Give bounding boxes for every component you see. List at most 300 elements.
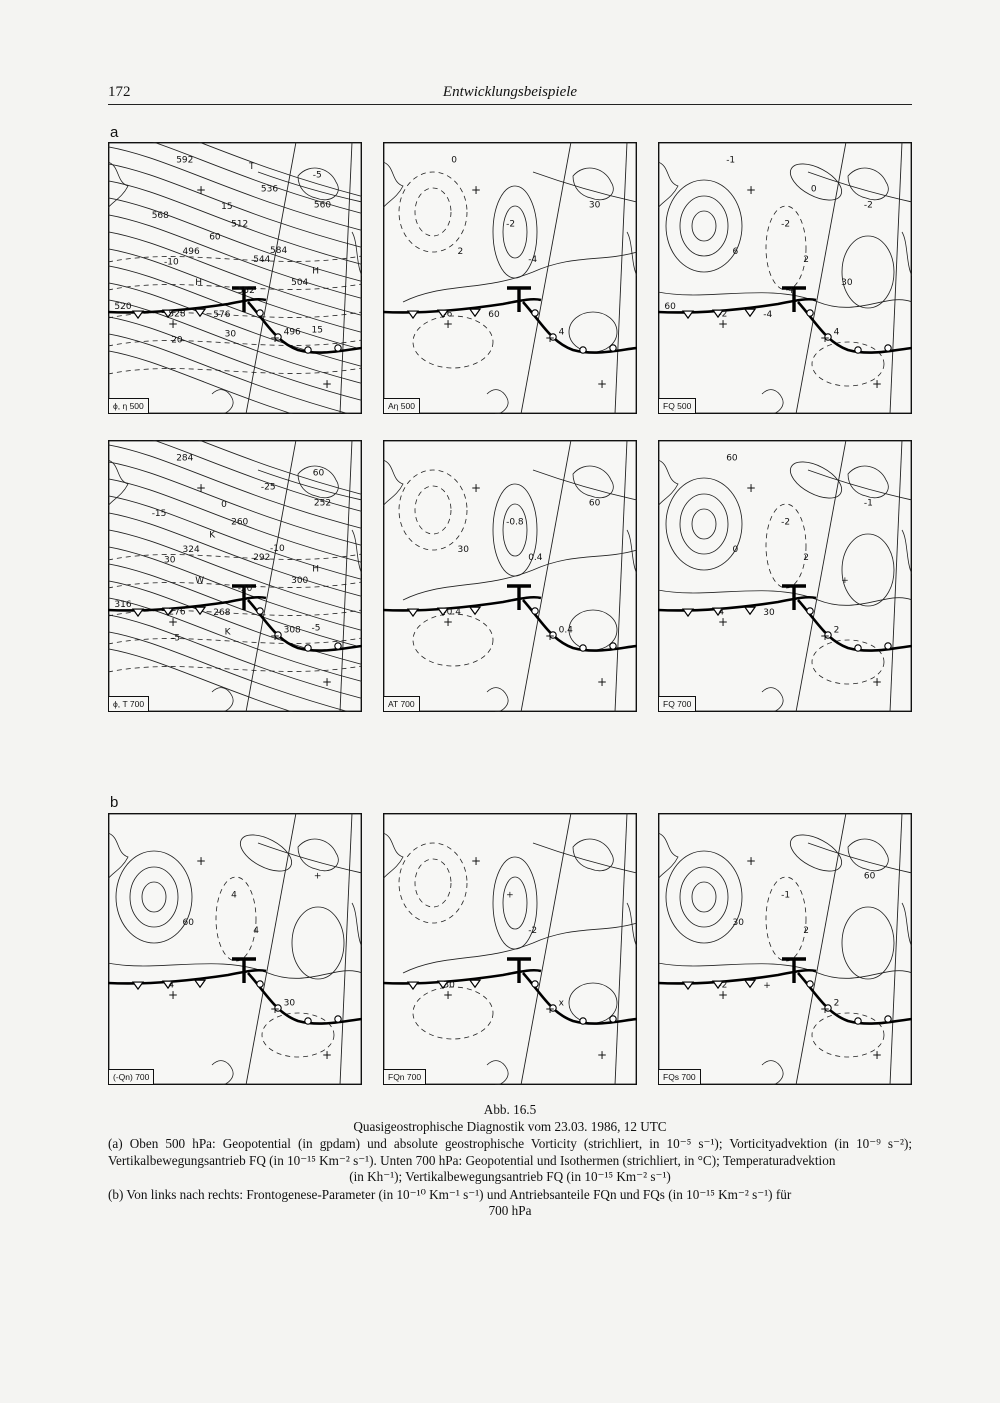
contour-value-label: W: [195, 575, 205, 586]
plus-marker: +: [168, 317, 179, 331]
warm-front-semicircle: [257, 310, 263, 316]
panel-label: ϕ, η 500: [108, 398, 149, 414]
contour-value-label: -10: [270, 543, 285, 554]
geopotential-vorticity-500-map: [108, 142, 362, 414]
map-panel-geopotential-temperature-700: [108, 440, 362, 712]
warm-front-semicircle: [807, 608, 813, 614]
cold-front: [383, 299, 541, 312]
contour-value-label: 2: [833, 625, 840, 636]
contour-value-label: 2: [833, 998, 840, 1009]
geopotential-isoline: [108, 231, 362, 317]
contour-value-label: 60: [209, 232, 221, 243]
plus-marker: +: [746, 481, 757, 495]
solid-contour: [666, 478, 742, 570]
contour-value-label: +: [313, 871, 322, 882]
contour-value-label: 4: [833, 327, 840, 338]
plus-marker: +: [322, 675, 333, 689]
contour-value-label: 504: [291, 278, 309, 289]
contour-value-label: 20: [171, 335, 183, 346]
contour-value-label: 30: [443, 980, 455, 991]
vorticity-advection-500-map: [383, 142, 637, 414]
warm-front-semicircle: [305, 645, 311, 651]
dashed-contour: [415, 486, 451, 534]
warm-front-semicircle: [610, 643, 616, 649]
contour-value-label: 552: [237, 286, 255, 297]
warm-front-semicircle: [580, 1018, 586, 1024]
meridian-line: [890, 813, 902, 1085]
warm-front-semicircle: [885, 345, 891, 351]
contour-value-label: K: [209, 530, 216, 541]
contour-value-label: T: [249, 161, 255, 172]
cold-front: [658, 970, 816, 983]
map-panel-fq-500: [658, 142, 912, 414]
caption-part-a-continued: (in Kh⁻¹); Vertikalbewegungsantrieb FQ (in 10⁻¹⁵ Km⁻² s⁻¹): [349, 1169, 671, 1184]
solid-contour: [292, 907, 344, 979]
cold-front-triangle: [408, 982, 418, 989]
solid-contour: [142, 882, 166, 912]
contour-value-label: 0.4: [558, 625, 573, 636]
plus-marker: +: [597, 377, 608, 391]
cold-front-triangle: [470, 980, 480, 987]
contour-value-label: 536: [260, 184, 279, 195]
warm-front-semicircle: [305, 347, 311, 353]
contour-value-label: 30: [588, 200, 601, 211]
contour-value-label: 30: [841, 278, 853, 289]
contour-value-label: 300: [291, 576, 309, 587]
cold-front-triangle: [195, 309, 205, 316]
coastline: [212, 390, 233, 414]
warm-front-semicircle: [885, 643, 891, 649]
panel-label: FQ 500: [658, 398, 696, 414]
solid-contour: [503, 206, 527, 258]
contour-value-label: 30: [732, 918, 744, 928]
warm-front-semicircle: [305, 1018, 311, 1024]
contour-value-label: 324: [182, 545, 200, 555]
meridian-line: [340, 813, 352, 1085]
contour-value-label: 4: [718, 607, 725, 618]
coastline: [487, 390, 508, 414]
contour-value-label: 520: [114, 301, 132, 312]
meridian-line: [521, 440, 571, 712]
panel-frame: [384, 441, 637, 712]
solid-contour: [680, 494, 728, 554]
contour-value-label: 2: [803, 926, 809, 936]
page-header: [108, 84, 912, 105]
coastline: [902, 232, 912, 276]
solid-contour: [680, 867, 728, 927]
geopotential-isoline: [108, 245, 362, 334]
contour-value-label: 592: [176, 155, 194, 166]
contour-value-label: 4: [253, 926, 259, 936]
geopotential-isoline: [108, 580, 362, 666]
geopotential-isoline: [108, 529, 362, 615]
geopotential-temperature-700-map: [108, 440, 362, 712]
latitude-line: [533, 172, 637, 202]
cold-front-triangle: [745, 309, 755, 316]
panel-frame: [659, 143, 912, 414]
cold-front: [658, 597, 816, 610]
contour-value-label: -20: [237, 584, 253, 595]
contour-value-label: 0: [221, 499, 227, 510]
map-panel-vorticity-advection-500: [383, 142, 637, 414]
meridian-line: [615, 142, 627, 414]
plus-marker: +: [718, 615, 729, 629]
plus-marker: +: [270, 1002, 281, 1016]
latitude-line: [808, 470, 912, 500]
fq-700-map: [658, 440, 912, 712]
coastline: [352, 530, 362, 574]
meridian-line: [615, 813, 627, 1085]
contour-value-label: 260: [231, 517, 249, 528]
plus-marker: +: [872, 1048, 883, 1062]
frontogenesis-700-map: [108, 813, 362, 1085]
map-panel-fq-700: [658, 440, 912, 712]
coastline: [658, 162, 678, 208]
warm-front-semicircle: [532, 981, 538, 987]
cold-front-triangle: [408, 609, 418, 616]
contour-value-label: 15: [311, 325, 323, 336]
coastline: [212, 1061, 233, 1085]
warm-front-semicircle: [855, 347, 861, 353]
contour-value-label: 0.4: [528, 553, 543, 563]
contour-value-label: -5: [311, 623, 321, 634]
contour-value-label: -4: [528, 255, 538, 265]
contour-value-label: 0: [810, 184, 817, 195]
cold-front: [658, 299, 816, 312]
contour-value-label: 0: [451, 155, 457, 166]
contour-value-label: 30: [164, 555, 176, 566]
contour-value-label: +: [841, 576, 849, 587]
cold-front-triangle: [470, 607, 480, 614]
plus-marker: +: [443, 317, 454, 331]
contour-value-label: 284: [176, 453, 194, 464]
coastline: [902, 903, 912, 947]
contour-value-label: -1: [726, 155, 736, 166]
contour-value-label: x: [558, 998, 564, 1009]
solid-contour: [666, 180, 742, 272]
contour-value-label: 30: [224, 329, 237, 340]
warm-front-semicircle: [257, 608, 263, 614]
cold-front-triangle: [133, 609, 143, 616]
dashed-contour: [399, 470, 467, 550]
warm-front-semicircle: [807, 310, 813, 316]
coastline: [658, 833, 678, 879]
caption-part-b: (b) Von links nach rechts: Frontogenese-Parameter (in 10⁻¹⁰ Km⁻¹ s⁻¹) und Antriebsanteile FQn und FQs (in 10⁻¹⁵ Km⁻² s⁻¹) für: [108, 1186, 792, 1202]
contour-value-label: 2: [803, 553, 809, 563]
contour-value-label: -4: [763, 309, 773, 320]
contour-value-label: -2: [718, 309, 728, 320]
coastline: [902, 530, 912, 574]
contour-value-label: 4: [558, 327, 565, 338]
contour-value-label: -25: [260, 482, 276, 493]
warm-front-semicircle: [885, 1016, 891, 1022]
fqs-700-map: [658, 813, 912, 1085]
solid-contour: [116, 851, 192, 943]
plus-marker: +: [443, 988, 454, 1002]
contour-value-label: -5: [171, 633, 181, 644]
plus-marker: +: [872, 377, 883, 391]
map-panel-temperature-advection-700: [383, 440, 637, 712]
caption-part-b-continued: 700 hPa: [488, 1203, 532, 1218]
warm-front-semicircle: [532, 310, 538, 316]
solid-contour: [666, 851, 742, 943]
contour-value-label: 15: [221, 201, 233, 212]
solid-contour: [785, 454, 848, 505]
page-number: 172: [108, 84, 131, 100]
panel-frame: [659, 441, 912, 712]
contour-value-label: 528: [168, 309, 186, 320]
panel-label: AT 700: [383, 696, 420, 712]
warm-front-semicircle: [855, 1018, 861, 1024]
panel-label: FQ 700: [658, 696, 696, 712]
meridian-line: [521, 142, 571, 414]
cold-front-triangle: [195, 607, 205, 614]
solid-contour: [692, 882, 716, 912]
warm-front-semicircle: [610, 345, 616, 351]
cold-front-triangle: [408, 311, 418, 318]
contour-value-label: 496: [182, 247, 200, 257]
contour-value-label: 4: [231, 890, 237, 901]
contour-value-label: +: [787, 286, 796, 297]
contour-value-label: 30: [457, 545, 469, 555]
meridian-line: [615, 440, 627, 712]
contour-value-label: 2: [803, 255, 809, 265]
plus-marker: +: [820, 331, 831, 345]
coastline: [658, 460, 678, 506]
panel-label: Aη 500: [383, 398, 420, 414]
contour-value-label: -10: [164, 257, 179, 268]
map-panel-fqn-700: [383, 813, 637, 1085]
panel-label: (-Qn) 700: [108, 1069, 154, 1085]
coastline: [762, 1061, 783, 1085]
meridian-line: [521, 813, 571, 1085]
contour-value-label: -15: [151, 508, 167, 519]
coastline: [352, 903, 362, 947]
zero-contour: [658, 963, 912, 978]
contour-value-label: H: [195, 277, 202, 288]
solid-contour: [692, 509, 716, 539]
plus-marker: +: [820, 629, 831, 643]
fq-500-map: [658, 142, 912, 414]
plus-marker: +: [196, 183, 207, 197]
contour-value-label: 496: [283, 327, 301, 338]
panel-label: FQn 700: [383, 1069, 426, 1085]
contour-value-label: -1: [781, 890, 791, 901]
warm-front-semicircle: [855, 645, 861, 651]
plus-marker: +: [322, 1048, 333, 1062]
meridian-line: [890, 142, 902, 414]
contour-value-label: -2: [718, 980, 728, 991]
plus-marker: +: [322, 377, 333, 391]
contour-value-label: -0.8: [506, 517, 524, 528]
temperature-advection-700-map: [383, 440, 637, 712]
caption-part-a: (a) Oben 500 hPa: Geopotential (in gpdam) und absolute geostrophische Vorticity (strichliert, in 10⁻⁵ s⁻¹); Vorticityadvektion (in 10⁻⁹ s⁻²); Vertikalbewegungsantrieb FQ (in 10⁻¹⁵ Km⁻² s⁻¹). Unten 700 hPa: Geopotential und Isothermen (strichliert, in °C); Temperaturadvektion: [108, 1136, 912, 1168]
latitude-line: [533, 470, 637, 500]
map-panel-frontogenesis-700: [108, 813, 362, 1085]
plus-marker: +: [471, 183, 482, 197]
contour-value-label: 60: [588, 498, 601, 509]
figure-caption: [108, 1102, 912, 1220]
contour-value-label: 568: [151, 210, 169, 221]
solid-contour: [569, 312, 617, 352]
contour-value-label: 292: [253, 553, 271, 563]
latitude-line: [808, 843, 912, 873]
cold-front-triangle: [195, 980, 205, 987]
dashed-contour: [415, 188, 451, 236]
contour-value-label: -0.4: [443, 607, 461, 618]
contour-value-label: 2: [457, 247, 464, 257]
solid-contour: [130, 867, 178, 927]
warm-front-semicircle: [580, 347, 586, 353]
contour-value-label: -2: [863, 200, 873, 211]
solid-contour: [503, 504, 527, 556]
cold-front-triangle: [133, 982, 143, 989]
panel-frame: [659, 814, 912, 1085]
running-title: Entwicklungsbeispiele: [442, 84, 578, 100]
contour-value-label: -6: [443, 309, 453, 320]
solid-contour: [569, 610, 617, 650]
plus-marker: +: [270, 331, 281, 345]
contour-value-label: 30: [283, 998, 296, 1009]
contour-value-label: -5: [312, 170, 322, 181]
cold-front-triangle: [133, 311, 143, 318]
solid-contour: [692, 211, 716, 241]
contour-value-label: 6: [732, 247, 739, 257]
dashed-contour: [399, 843, 467, 923]
coastline: [762, 688, 783, 712]
solid-contour: [503, 877, 527, 929]
solid-contour: [785, 156, 848, 207]
solid-contour: [680, 196, 728, 256]
plus-marker: +: [718, 317, 729, 331]
map-panel-geopotential-vorticity-500: [108, 142, 362, 414]
plus-marker: +: [746, 854, 757, 868]
section-label-a: a: [110, 124, 119, 141]
warm-front-semicircle: [335, 643, 341, 649]
solid-contour: [842, 236, 894, 308]
contour-value-label: 544: [253, 255, 271, 265]
plus-marker: +: [746, 183, 757, 197]
figure-title: Quasigeostrophische Diagnostik vom 23.03. 1986, 12 UTC: [353, 1118, 667, 1134]
latitude-line: [533, 843, 637, 873]
warm-front-semicircle: [807, 981, 813, 987]
geopotential-isoline: [108, 282, 362, 368]
meridian-line: [890, 440, 902, 712]
plus-marker: +: [718, 988, 729, 1002]
panel-frame: [109, 814, 362, 1085]
contour-value-label: 576: [213, 309, 231, 320]
plus-marker: +: [597, 675, 608, 689]
solid-contour: [842, 534, 894, 606]
cold-front-triangle: [745, 607, 755, 614]
coastline: [762, 390, 783, 414]
dashed-contour: [399, 172, 467, 252]
contour-value-label: 30: [763, 607, 775, 618]
contour-value-label: 60: [664, 301, 676, 312]
coastline: [487, 688, 508, 712]
contour-value-label: 4: [168, 980, 175, 991]
contour-value-label: 60: [488, 309, 500, 320]
dashed-contour: [415, 859, 451, 907]
zero-contour: [658, 590, 912, 605]
warm-front-semicircle: [257, 981, 263, 987]
figure-number: Abb. 16.5: [483, 1102, 537, 1117]
coastline: [212, 688, 233, 712]
contour-value-label: -1: [863, 498, 873, 509]
contour-value-label: -2: [506, 219, 516, 230]
warm-front-semicircle: [335, 1016, 341, 1022]
contour-value-label: 308: [283, 625, 301, 636]
plus-marker: +: [820, 1002, 831, 1016]
contour-value-label: 560: [313, 200, 332, 211]
panel-label: FQs 700: [658, 1069, 701, 1085]
cold-front-triangle: [683, 311, 693, 318]
contour-value-label: 316: [114, 599, 132, 610]
warm-front-semicircle: [610, 1016, 616, 1022]
cold-front-triangle: [683, 982, 693, 989]
cold-front: [383, 597, 541, 610]
zero-contour: [108, 963, 362, 978]
plus-marker: +: [443, 615, 454, 629]
cold-front: [383, 970, 541, 983]
contour-value-label: 60: [182, 918, 194, 928]
coastline: [487, 1061, 508, 1085]
contour-value-label: -2: [781, 219, 791, 230]
contour-value-label: 60: [863, 871, 876, 882]
contour-value-label: +: [763, 980, 771, 991]
contour-value-label: 268: [213, 607, 231, 618]
latitude-line: [258, 843, 362, 873]
warm-front-semicircle: [335, 345, 341, 351]
solid-contour: [235, 827, 298, 878]
solid-contour: [785, 827, 848, 878]
contour-value-label: 60: [726, 453, 738, 464]
geopotential-isoline: [108, 543, 362, 632]
contour-value-label: H: [312, 564, 320, 575]
contour-value-label: -2: [781, 517, 791, 528]
plus-marker: +: [545, 629, 556, 643]
cold-front-triangle: [470, 309, 480, 316]
plus-marker: +: [168, 988, 179, 1002]
warm-front-semicircle: [580, 645, 586, 651]
solid-contour: [569, 983, 617, 1023]
dashed-isoline: [108, 638, 362, 644]
section-label-b: b: [110, 794, 119, 811]
coastline: [352, 232, 362, 276]
latitude-line: [808, 172, 912, 202]
plus-marker: +: [196, 854, 207, 868]
contour-value-label: -2: [528, 926, 538, 936]
plus-marker: +: [196, 481, 207, 495]
plus-marker: +: [168, 615, 179, 629]
plus-marker: +: [471, 854, 482, 868]
cold-front-triangle: [683, 609, 693, 616]
contour-value-label: 252: [313, 498, 332, 509]
dashed-isoline: [108, 340, 362, 346]
panel-frame: [384, 814, 637, 1085]
map-panel-fqs-700: [658, 813, 912, 1085]
contour-value-label: 276: [168, 607, 186, 618]
panel-label: ϕ, T 700: [108, 696, 149, 712]
plus-marker: +: [597, 1048, 608, 1062]
plus-marker: +: [471, 481, 482, 495]
solid-contour: [842, 907, 894, 979]
contour-value-label: H: [312, 266, 320, 277]
contour-value-label: 512: [231, 219, 249, 230]
contour-value-label: +: [506, 890, 514, 901]
plus-marker: +: [545, 331, 556, 345]
coastline: [108, 833, 128, 879]
